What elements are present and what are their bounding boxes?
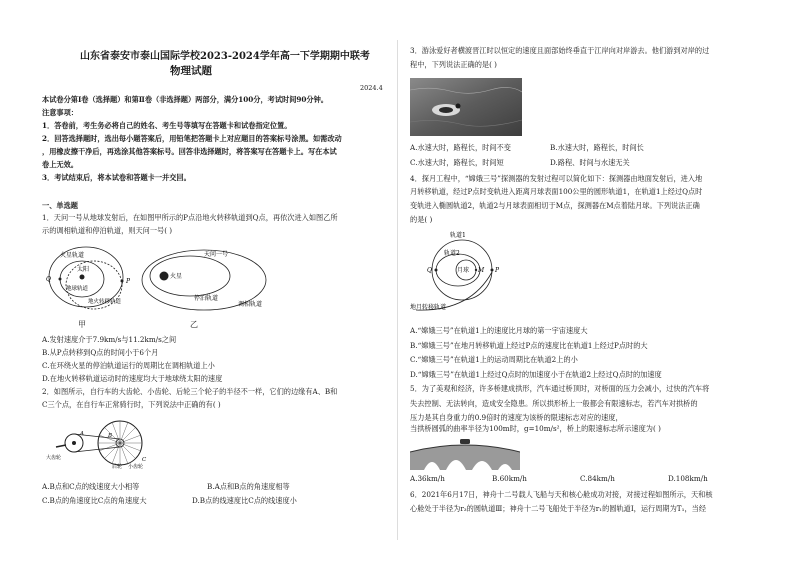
- q5-line3: 压力是其自身重力的0.9倍时的速度为该桥的限速标志对应的速度，: [410, 413, 623, 422]
- q4-option-d: D.“嫦娥三号”在轨道1上经过Q点时的加速度小于在轨道2上经过Q点时的加速度: [410, 370, 662, 379]
- instruction-2b: ，用橡皮擦干净后，再选涂其他答案标号。回答非选择题时，将答案写在答题卡上。写在本试: [42, 147, 337, 156]
- earth-orbit-label: 地球轨道: [66, 286, 89, 292]
- q2-option-a: A.B点和C点的线速度大小相等: [42, 482, 140, 491]
- moon-label: 月球: [457, 267, 470, 274]
- parking-orbit-label: 停泊轨道: [194, 295, 219, 302]
- q4-moon-orbit-figure: [410, 228, 520, 318]
- column-divider: [397, 40, 398, 540]
- transfer-orbit-label: 地火转移轨道: [88, 299, 122, 305]
- q1-figure-yi: [134, 246, 274, 314]
- q4-option-b: B.“嫦娥三号”在地月转移轨道上经过P点的速度比在轨道1上经过P点时的大: [410, 341, 648, 350]
- point-a-label: A: [80, 431, 84, 437]
- q1-figure-jia: [44, 243, 136, 315]
- q4-line4: 的是( ): [410, 215, 433, 224]
- q5-option-c: C.84km/h: [580, 474, 615, 483]
- sun-label: 太阳: [77, 266, 90, 273]
- q6-line1: 6．2021年6月17日，神舟十二号载人飞船与天和核心舱成功对接，对接过程如图所示，天和核: [410, 490, 713, 499]
- q5-option-a: A.36km/h: [410, 474, 445, 483]
- exam-subject: 物理试题: [170, 65, 212, 77]
- mars-orbit-label: 火星轨道: [60, 252, 85, 259]
- section-heading: 一、单选题: [42, 201, 78, 210]
- m-label: M: [478, 267, 485, 274]
- q4-option-a: A.“嫦娥三号”在轨道1上的速度比月球的第一宇宙速度大: [410, 326, 588, 335]
- q3-option-d: D.路程、时间与水速无关: [550, 158, 630, 167]
- q5-line1: 5．为了美观和经济，许多桥建成拱形，汽车通过桥顶时，对桥面的压力会减小，过快的汽车将: [410, 384, 710, 393]
- q4-line3: 变轨进入椭圆轨道2，轨道2与月球表面相切于M点，探测器在M点着陆月球。下列说法正确: [410, 201, 700, 210]
- instruction-3: 3．考试结束后，将本试卷和答题卡一并交回。: [42, 173, 191, 182]
- instructions-intro: 本试卷分第Ⅰ卷（选择题）和第Ⅱ卷（非选择题）两部分，满分100分，考试时间90分钟。: [42, 95, 328, 104]
- tianwen-label: 天问一号: [204, 251, 229, 258]
- instructions-heading: 注意事项：: [42, 108, 78, 117]
- q2-option-c: C.B点的角速度比C点的角速度大: [42, 496, 147, 505]
- q5-line2: 失去控制、无法转向，造成安全隐患。所以拱形桥上一般都会有限速标志，若汽车对拱桥的: [410, 399, 698, 408]
- q1-line1: 1．天问一号从地球发射后，在如图甲所示的P点沿地火转移轨道到Q点，再依次进入如图乙所: [42, 213, 338, 222]
- q2-line2: C三个点，在自行车正常骑行时，下列说法中正确的有( ): [42, 400, 221, 409]
- orbit1-label: 轨道1: [450, 232, 466, 239]
- q3-line2: 程中，下列说法正确的是( ): [410, 60, 497, 69]
- mars-label: 火星: [170, 273, 183, 280]
- instruction-1: 1．答卷前，考生务必将自己的姓名、考生号等填写在答题卡和试卷指定位置。: [42, 121, 292, 130]
- q3-option-b: B.水速大时，路程长，时间长: [550, 143, 644, 152]
- arch-bridge-figure: [410, 434, 520, 470]
- q4-line2: 月转移轨道，经过P点时变轨进入距离月球表面100公里的圆形轨道1，在轨道1上经过Q点时: [410, 187, 703, 196]
- q-label: Q: [427, 267, 432, 274]
- q2-option-d: D.B点的线速度比C点的线速度小: [192, 496, 297, 505]
- q1-option-c: C.在环绕火星的停泊轨道运行的周期比在调相轨道上小: [42, 361, 215, 370]
- q1-figure-caption-jia: 甲: [78, 320, 86, 329]
- small-gear-label: 小齿轮: [128, 464, 144, 469]
- q5-option-b: B.60km/h: [492, 474, 527, 483]
- swimmer-photo: [410, 78, 522, 136]
- q3-line1: 3．游泳爱好者横渡晋江时以恒定的速度且面部始终垂直于江岸向对岸游去。他们游到对岸的过: [410, 46, 710, 55]
- q1-option-a: A.发射速度介于7.9km/s与11.2km/s之间: [42, 335, 177, 344]
- q2-bicycle-figure: [46, 417, 156, 469]
- q4-option-c: C.“嫦娥三号”在轨道1上的运动周期比在轨道2上的小: [410, 355, 578, 364]
- p-label: P: [495, 267, 500, 274]
- exam-date: 2024.4: [360, 84, 383, 92]
- q3-option-c: C.水速大时，路程长，时间短: [410, 158, 504, 167]
- instruction-2a: 2．回答选择题时，选出每小题答案后，用铅笔把答题卡上对应题目的答案标号涂黑。如需改动: [42, 134, 342, 143]
- phasing-orbit-label: 调相轨道: [238, 301, 263, 308]
- exam-title: 山东省泰安市泰山国际学校2023-2024学年高一下学期期中联考: [80, 51, 370, 62]
- q4-line1: 4．探月工程中，“嫦娥三号”探测器的发射过程可以简化如下：探测器由地面发射后，进入地: [410, 174, 703, 183]
- orbit2-label: 轨道2: [444, 250, 460, 257]
- q2-line1: 2．如图所示，自行车的大齿轮、小齿轮、后轮三个轮子的半径不一样，它们的边缘有A、B和: [42, 387, 338, 396]
- big-gear-label: 大齿轮: [46, 455, 62, 461]
- q1-option-b: B.从P点转移到Q点的时间小于6个月: [42, 348, 159, 357]
- q1-option-d: D.在地火转移轨道运动时的速度均大于地球绕太阳的速度: [42, 374, 223, 383]
- point-c-label: C: [142, 457, 147, 463]
- q1-line2: 示的调相轨道和停泊轨道，则天问一号( ): [42, 226, 173, 235]
- q5-line4: 当拱桥圆弧的曲率半径为100m时，g=10m/s²，桥上的限速标志所示速度为( ): [410, 424, 661, 433]
- q3-option-a: A.水速大时，路程长，时间不变: [410, 143, 511, 152]
- instruction-2c: 卷上无效。: [42, 160, 78, 169]
- p-point-label: P: [126, 278, 131, 285]
- q2-option-b: B.A点和B点的角速度相等: [207, 482, 290, 491]
- point-b-label: B: [108, 433, 113, 439]
- q-point-label: Q: [46, 276, 51, 283]
- q5-option-d: D.108km/h: [668, 474, 708, 483]
- q6-line2: 心舱处于半径为r₃的圆轨道Ⅲ；神舟十二号飞船处于半径为r₁的圆轨道Ⅰ，运行周期为T₁，当经: [410, 504, 707, 513]
- transfer-orbit-label: 地月转移轨道: [410, 304, 447, 311]
- rear-wheel-label: 后轮: [112, 464, 123, 469]
- q1-figure-caption-yi: 乙: [190, 320, 198, 329]
